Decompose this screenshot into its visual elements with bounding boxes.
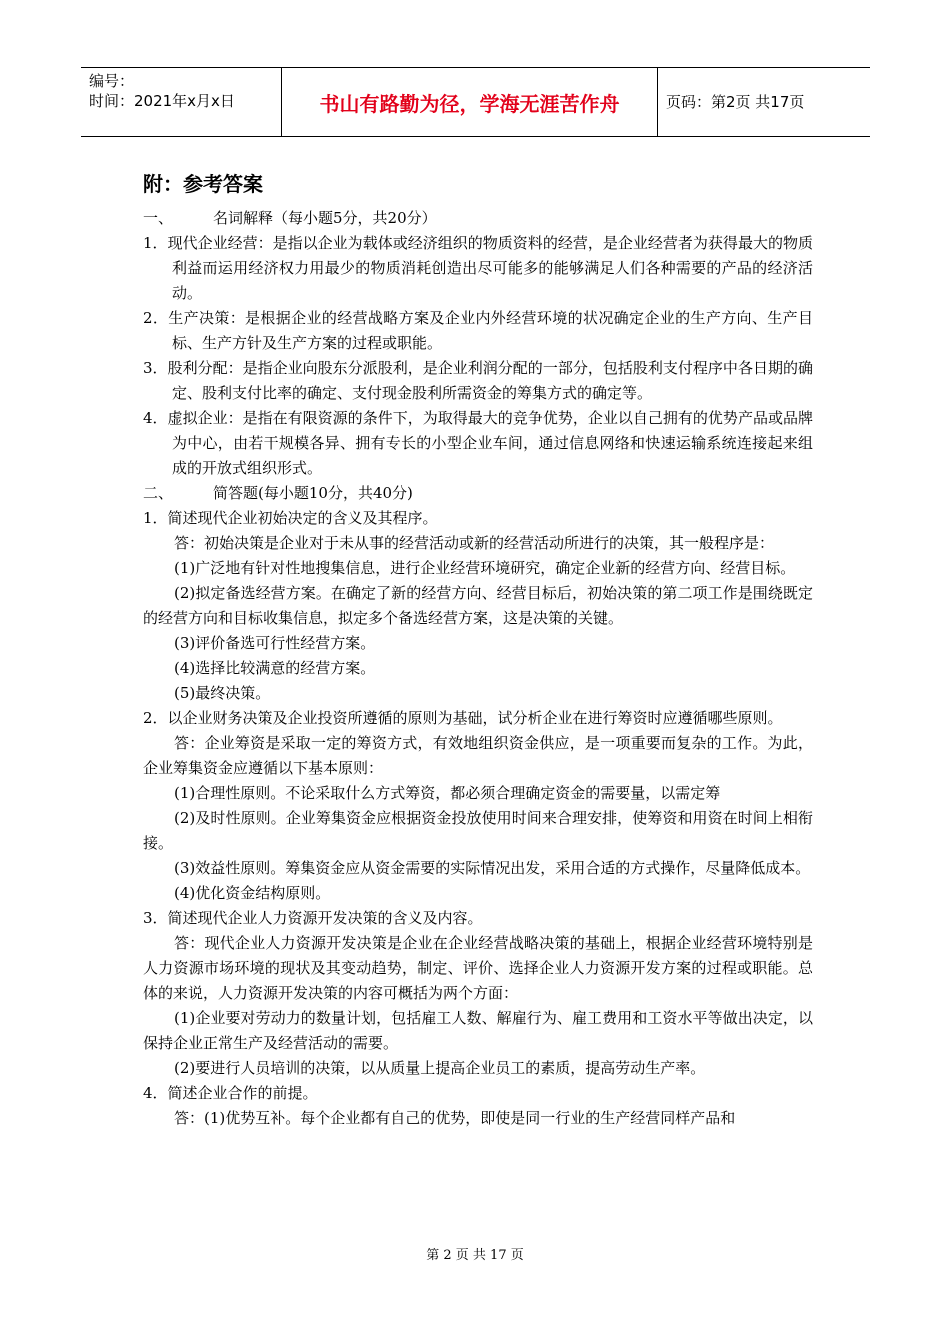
section-heading — [143, 206, 813, 231]
header-left-cell — [81, 68, 282, 136]
answer-point: (2)要进行人员培训的决策，以从质量上提高企业员工的素质，提高劳动生产率。 — [174, 1059, 706, 1077]
answer-point: (2)及时性原则。企业筹集资金应根据资金投放使用时间来合理安排，使筹资和用资在时间上相衔接。 — [143, 809, 813, 852]
page-title: 附：参考答案 — [143, 172, 263, 196]
answer-intro: 答：企业筹资是采取一定的筹资方式，有效地组织资金供应，是一项重要而复杂的工作。为此，企业筹集资金应遵循以下基本原则： — [143, 734, 813, 777]
motto: 书山有路勤为径，学海无涯苦作舟 — [319, 92, 620, 116]
answer-intro: 答：初始决策是企业对于未从事的经营活动或新的经营活动所进行的决策，其一般程序是： — [174, 534, 775, 552]
number-label: 编号： — [89, 72, 135, 90]
answer-point: (3)评价备选可行性经营方案。 — [174, 634, 376, 652]
answer-point: (2)拟定备选经营方案。在确定了新的经营方向、经营目标后，初始决策的第二项工作是围绕既定的经营方向和目标收集信息，拟定多个备选经营方案，这是决策的关键。 — [143, 584, 813, 627]
term-definition: 4．虚拟企业：是指在有限资源的条件下，为取得最大的竞争优势，企业以自己拥有的优势产品或品牌为中心，由若干规模各异、拥有专长的小型企业车间，通过信息网络和快速运输系统连接起来组成的开放式组织形式。 — [143, 409, 813, 477]
answer-point: (5)最终决策。 — [174, 684, 271, 702]
answer-intro: 答：现代企业人力资源开发决策是企业在企业经营战略决策的基础上，根据企业经营环境特别是人力资源市场环境的现状及其变动趋势，制定、评价、选择企业人力资源开发方案的过程或职能。总体的来说，人力资源开发决策的内容可概括为两个方面： — [143, 934, 813, 1002]
question: 4．简述企业合作的前提。 — [143, 1084, 318, 1102]
answer-intro: 答：(1)优势互补。每个企业都有自己的优势，即使是同一行业的生产经营同样产品和 — [174, 1109, 736, 1127]
question: 3．简述现代企业人力资源开发决策的含义及内容。 — [143, 909, 483, 927]
page-header — [81, 67, 870, 137]
document-body — [143, 170, 813, 1131]
question: 1．简述现代企业初始决定的含义及其程序。 — [143, 509, 438, 527]
answer-point: (3)效益性原则。筹集资金应从资金需要的实际情况出发，采用合适的方式操作，尽量降低成本。 — [174, 859, 811, 877]
section-label: 名词解释（每小题5分，共20分） — [213, 209, 437, 227]
term-definition: 1．现代企业经营：是指以企业为载体或经济组织的物质资料的经营，是企业经营者为获得最大的物质利益而运用经济权力用最少的物质消耗创造出尽可能多的能够满足人们各种需要的产品的经济活动。 — [143, 234, 813, 302]
answer-point: (1)合理性原则。不论采取什么方式筹资，都必须合理确定资金的需要量，以需定筹 — [174, 784, 721, 802]
date-line: 时间：2021年x月x日 — [89, 92, 235, 110]
section-number: 一、 — [143, 209, 174, 227]
page-info: 页码：第2页 共17页 — [666, 93, 805, 111]
section-label: 简答题(每小题10分，共40分) — [213, 484, 413, 502]
answer-point: (4)优化资金结构原则。 — [174, 884, 331, 902]
section-number: 二、 — [143, 484, 174, 502]
section-heading — [143, 481, 813, 506]
term-definition: 2．生产决策：是根据企业的经营战略方案及企业内外经营环境的状况确定企业的生产方向、生产目标、生产方针及生产方案的过程或职能。 — [143, 309, 813, 352]
page-footer: 第 2 页 共 17 页 — [426, 1248, 524, 1263]
question: 2．以企业财务决策及企业投资所遵循的原则为基础，试分析企业在进行筹资时应遵循哪些原则。 — [143, 709, 783, 727]
header-page-cell — [658, 68, 870, 136]
answer-point: (1)广泛地有针对性地搜集信息，进行企业经营环境研究，确定企业新的经营方向、经营目标。 — [174, 559, 796, 577]
header-motto-cell — [282, 68, 658, 136]
term-definition: 3．股利分配：是指企业向股东分派股利，是企业利润分配的一部分，包括股利支付程序中各日期的确定、股利支付比率的确定、支付现金股利所需资金的筹集方式的确定等。 — [143, 359, 813, 402]
answer-point: (4)选择比较满意的经营方案。 — [174, 659, 376, 677]
answer-point: (1)企业要对劳动力的数量计划，包括雇工人数、解雇行为、雇工费用和工资水平等做出决定，以保持企业正常生产及经营活动的需要。 — [143, 1009, 813, 1052]
